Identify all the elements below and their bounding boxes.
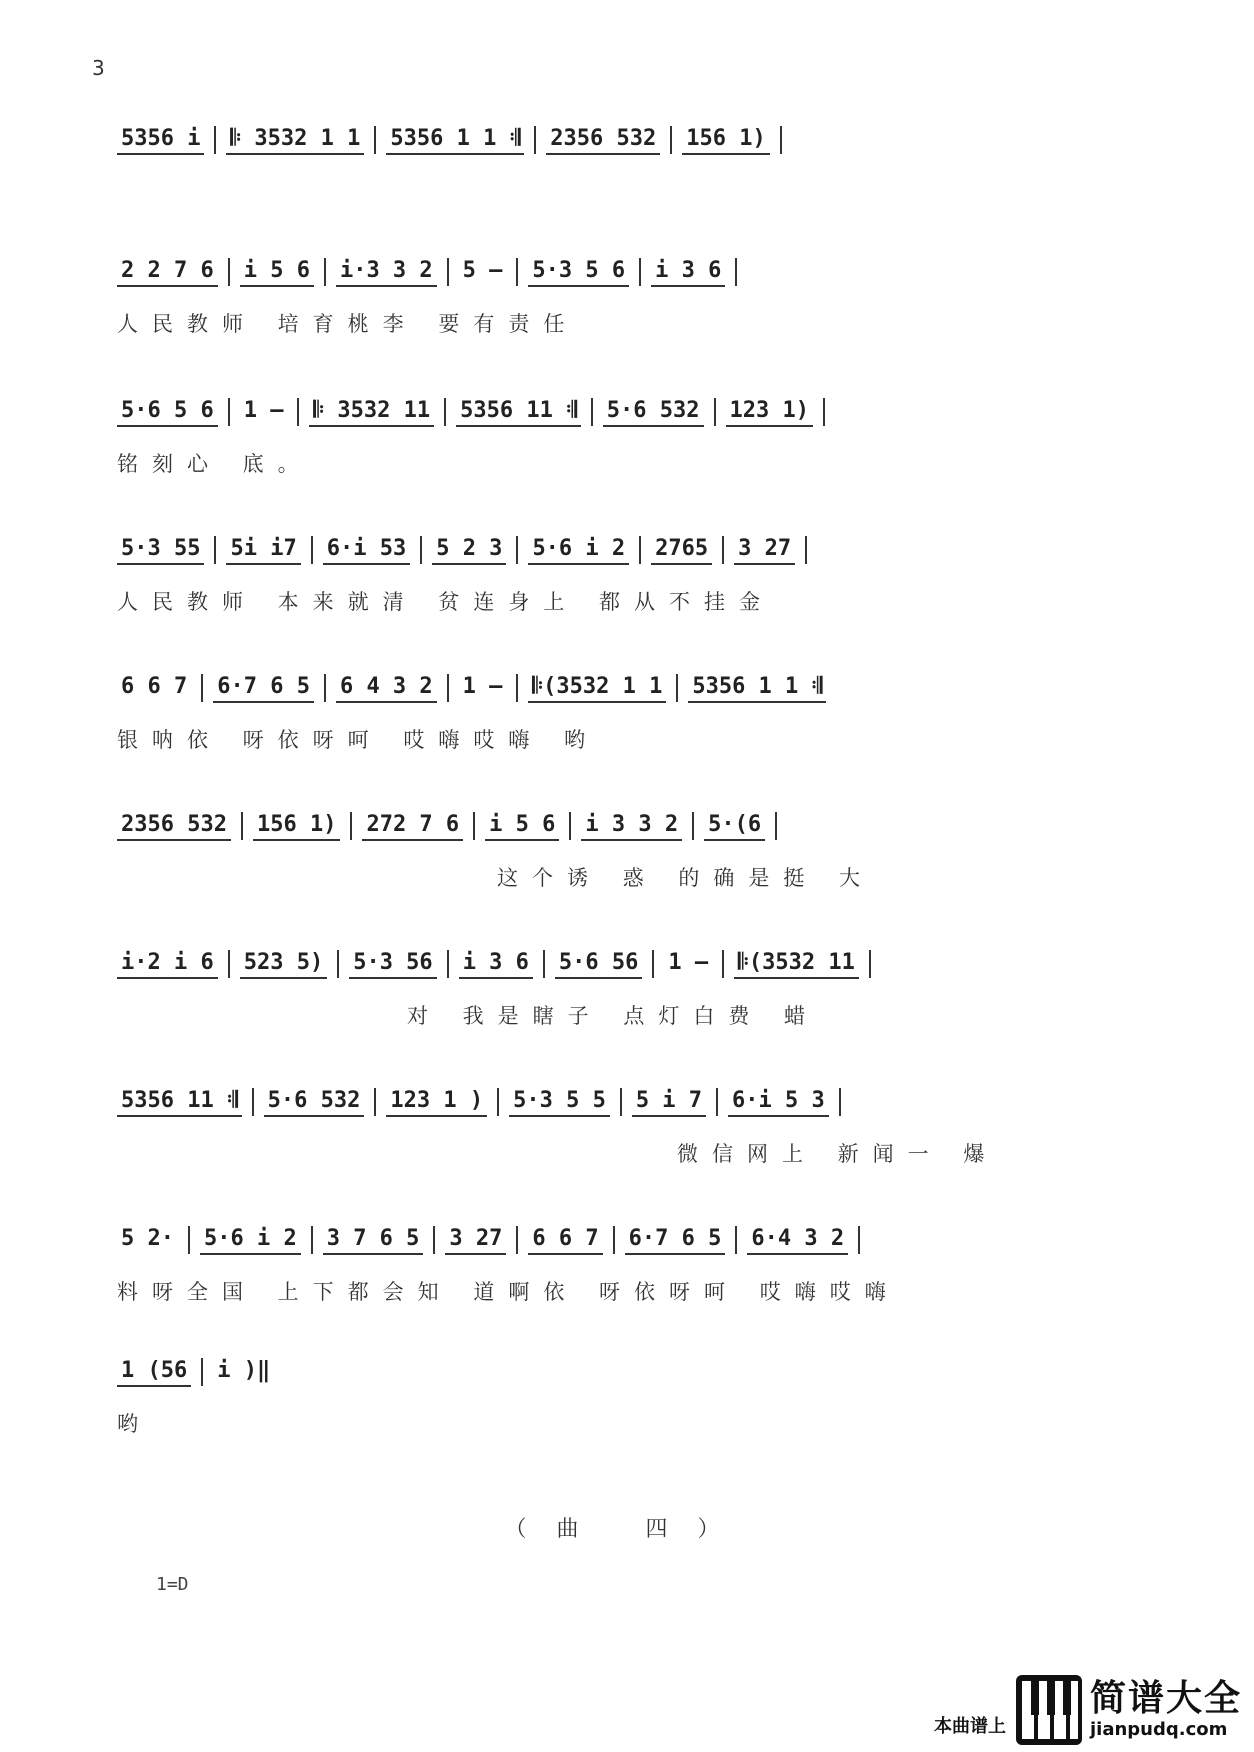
measure: 156 1) bbox=[253, 812, 340, 841]
measure: 2 2 7 6 bbox=[117, 258, 218, 287]
measure: 6 6 7 bbox=[528, 1226, 602, 1255]
measure: 5·3 56 bbox=[349, 950, 436, 979]
lyrics-line: 铭刻心 底。 bbox=[117, 452, 313, 476]
measure: 2356 532 bbox=[117, 812, 231, 841]
measure: 272 7 6 bbox=[362, 812, 463, 841]
notation-line bbox=[117, 950, 1147, 990]
measure: 1 – bbox=[668, 950, 709, 975]
lyrics-line: 银呐依 呀依呀呵 哎嗨哎嗨 哟 bbox=[117, 728, 600, 752]
measure: 1 – bbox=[243, 398, 284, 423]
measure: 6·i 53 bbox=[323, 536, 410, 565]
barline bbox=[324, 258, 326, 286]
barline bbox=[516, 674, 518, 702]
key-signature: 1=D bbox=[156, 1574, 189, 1595]
barline bbox=[444, 398, 446, 426]
measure: 6 6 7 bbox=[121, 674, 188, 699]
measure: 5i i7 bbox=[226, 536, 300, 565]
lyrics-line: 对 我是瞎子 点灯白费 蜡 bbox=[407, 1004, 820, 1028]
score-system bbox=[117, 812, 1147, 892]
barline bbox=[241, 812, 243, 840]
barline bbox=[337, 950, 339, 978]
notation-line bbox=[117, 536, 1147, 576]
measure: 𝄆 3532 11 bbox=[309, 398, 434, 427]
barline bbox=[433, 1226, 435, 1254]
measure: 5·6 i 2 bbox=[528, 536, 629, 565]
logo-text bbox=[1090, 1679, 1242, 1741]
barline bbox=[447, 950, 449, 978]
measure: 5·(6 bbox=[704, 812, 765, 841]
measure: 5·3 5 6 bbox=[528, 258, 629, 287]
barline bbox=[722, 536, 724, 564]
barline bbox=[692, 812, 694, 840]
score-system bbox=[117, 258, 1147, 338]
footer-note: 本曲谱上 bbox=[934, 1716, 1006, 1737]
measure: 𝄆(3532 1 1 bbox=[528, 674, 666, 703]
measure: 6·i 5 3 bbox=[728, 1088, 829, 1117]
measure: 5·6 i 2 bbox=[200, 1226, 301, 1255]
barline bbox=[543, 950, 545, 978]
measure: i 3 3 2 bbox=[581, 812, 682, 841]
barline bbox=[516, 536, 518, 564]
barline bbox=[714, 398, 716, 426]
barline bbox=[201, 674, 203, 702]
barline bbox=[350, 812, 352, 840]
page-number: 3 bbox=[92, 56, 105, 80]
measure: 5356 i bbox=[117, 126, 204, 155]
notation-line bbox=[117, 398, 1147, 438]
barline bbox=[214, 536, 216, 564]
notation-line bbox=[117, 1358, 1147, 1398]
barline bbox=[569, 812, 571, 840]
measure: 5356 11 𝄇 bbox=[117, 1088, 242, 1117]
measure: 6·4 3 2 bbox=[747, 1226, 848, 1255]
measure: i 3 6 bbox=[651, 258, 725, 287]
measure: 5·3 55 bbox=[117, 536, 204, 565]
site-logo[interactable] bbox=[1014, 1668, 1254, 1752]
barline bbox=[839, 1088, 841, 1116]
measure: 5·6 532 bbox=[264, 1088, 365, 1117]
measure: 3 7 6 5 bbox=[323, 1226, 424, 1255]
barline bbox=[311, 536, 313, 564]
logo-url: jianpudq.com bbox=[1090, 1719, 1228, 1740]
measure: 6·7 6 5 bbox=[625, 1226, 726, 1255]
measure: 6·7 6 5 bbox=[213, 674, 314, 703]
measure: 3 27 bbox=[445, 1226, 506, 1255]
measure: 5356 1 1 𝄇 bbox=[386, 126, 524, 155]
measure: 5·3 5 5 bbox=[509, 1088, 610, 1117]
lyrics-line: 料呀全国 上下都会知 道啊依 呀依呀呵 哎嗨哎嗨 bbox=[117, 1280, 900, 1304]
lyrics-line: 微信网上 新闻一 爆 bbox=[677, 1142, 999, 1166]
notation-line bbox=[117, 1226, 1147, 1266]
barline bbox=[214, 126, 216, 154]
barline bbox=[311, 1226, 313, 1254]
score-system bbox=[117, 1358, 1147, 1438]
measure: 5·6 5 6 bbox=[117, 398, 218, 427]
measure: i·2 i 6 bbox=[117, 950, 218, 979]
measure: 5 2 3 bbox=[432, 536, 506, 565]
barline bbox=[516, 258, 518, 286]
barline bbox=[620, 1088, 622, 1116]
barline bbox=[858, 1226, 860, 1254]
barline bbox=[823, 398, 825, 426]
barline bbox=[497, 1088, 499, 1116]
score-system bbox=[117, 398, 1147, 478]
barline bbox=[716, 1088, 718, 1116]
piano-keys-icon bbox=[1014, 1673, 1084, 1747]
barline bbox=[805, 536, 807, 564]
barline bbox=[473, 812, 475, 840]
barline bbox=[447, 674, 449, 702]
measure: 3 27 bbox=[734, 536, 795, 565]
barline bbox=[324, 674, 326, 702]
measure: 5 i 7 bbox=[632, 1088, 706, 1117]
barline bbox=[420, 536, 422, 564]
logo-title: 简谱大全 bbox=[1090, 1678, 1243, 1719]
measure: 5·6 532 bbox=[603, 398, 704, 427]
measure: 1 – bbox=[462, 674, 503, 699]
barline bbox=[613, 1226, 615, 1254]
score-system bbox=[117, 674, 1147, 754]
notation-line bbox=[117, 812, 1147, 852]
barline bbox=[228, 950, 230, 978]
lyrics-line: 人民教师 培育桃李 要有责任 bbox=[117, 312, 579, 336]
barline bbox=[775, 812, 777, 840]
score-system bbox=[117, 1226, 1147, 1306]
lyrics-line bbox=[117, 176, 1147, 206]
barline bbox=[639, 258, 641, 286]
measure: 𝄆 3532 1 1 bbox=[226, 126, 364, 155]
notation-line bbox=[117, 258, 1147, 298]
notation-line bbox=[117, 1088, 1147, 1128]
notation-line bbox=[117, 126, 1147, 166]
barline bbox=[228, 258, 230, 286]
measure: 5·6 56 bbox=[555, 950, 642, 979]
measure: i 5 6 bbox=[240, 258, 314, 287]
barline bbox=[591, 398, 593, 426]
barline bbox=[188, 1226, 190, 1254]
measure: 2765 bbox=[651, 536, 712, 565]
measure: 6 4 3 2 bbox=[336, 674, 437, 703]
measure: i 5 6 bbox=[485, 812, 559, 841]
barline bbox=[676, 674, 678, 702]
measure: 𝄆(3532 11 bbox=[734, 950, 859, 979]
barline bbox=[252, 1088, 254, 1116]
measure: 156 1) bbox=[682, 126, 769, 155]
barline bbox=[297, 398, 299, 426]
barline bbox=[780, 126, 782, 154]
measure: i )‖ bbox=[217, 1358, 271, 1383]
score-system bbox=[117, 1088, 1147, 1168]
score-system bbox=[117, 536, 1147, 616]
barline bbox=[374, 126, 376, 154]
barline bbox=[652, 950, 654, 978]
section-title: （曲 四） bbox=[504, 1517, 750, 1542]
lyrics-line: 这个诱 惑 的确是挺 大 bbox=[497, 866, 875, 890]
barline bbox=[447, 258, 449, 286]
measure: 123 1) bbox=[726, 398, 813, 427]
measure: 1 (56 bbox=[117, 1358, 191, 1387]
lyrics-line: 人民教师 本来就清 贫连身上 都从不挂金 bbox=[117, 590, 775, 614]
measure: 123 1 ) bbox=[386, 1088, 487, 1117]
barline bbox=[639, 536, 641, 564]
barline bbox=[516, 1226, 518, 1254]
barline bbox=[228, 398, 230, 426]
measure: i·3 3 2 bbox=[336, 258, 437, 287]
barline bbox=[201, 1358, 203, 1386]
measure: 2356 532 bbox=[546, 126, 660, 155]
score-system bbox=[117, 950, 1147, 1030]
measure: 5 2· bbox=[121, 1226, 174, 1251]
measure: 5356 11 𝄇 bbox=[456, 398, 581, 427]
measure: 5 – bbox=[462, 258, 503, 283]
barline bbox=[534, 126, 536, 154]
score-system bbox=[117, 126, 1147, 206]
barline bbox=[735, 1226, 737, 1254]
lyrics-line: 哟 bbox=[117, 1412, 152, 1436]
barline bbox=[374, 1088, 376, 1116]
barline bbox=[722, 950, 724, 978]
measure: i 3 6 bbox=[459, 950, 533, 979]
barline bbox=[869, 950, 871, 978]
barline bbox=[670, 126, 672, 154]
measure: 5356 1 1 𝄇 bbox=[688, 674, 826, 703]
measure: 523 5) bbox=[240, 950, 327, 979]
barline bbox=[735, 258, 737, 286]
notation-line bbox=[117, 674, 1147, 714]
